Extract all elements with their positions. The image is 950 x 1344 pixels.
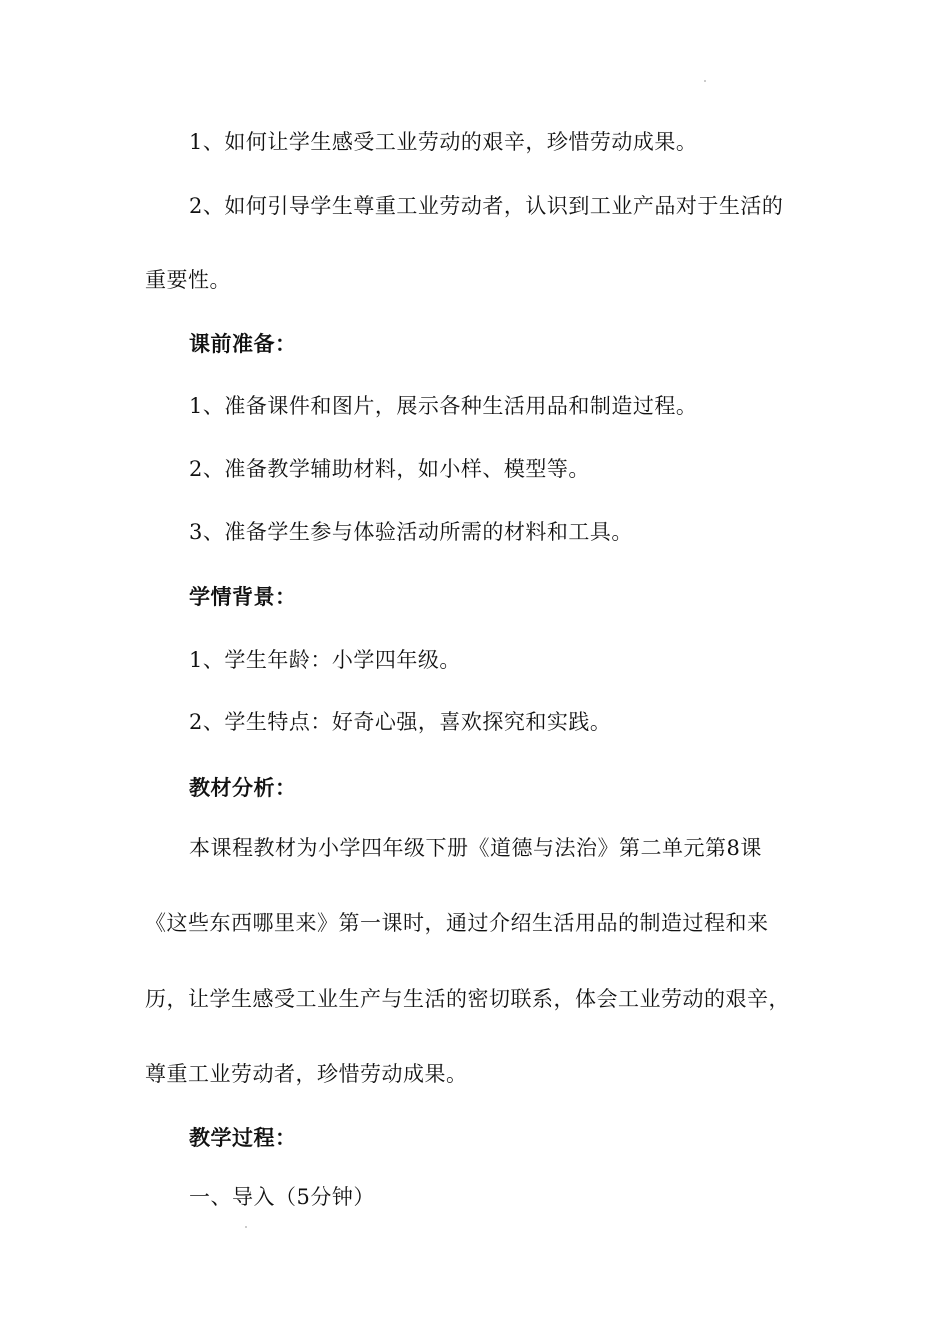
analysis-line-2: 《这些东西哪里来》第一课时，通过介绍生活用品的制造过程和来: [145, 911, 769, 935]
analysis-line-3: 历，让学生感受工业生产与生活的密切联系，体会工业劳动的艰辛，: [145, 987, 790, 1011]
scan-speck: [245, 1226, 247, 1228]
process-heading: 教学过程：: [189, 1126, 297, 1150]
background-item-2: 2、学生特点：好奇心强，喜欢探究和实践。: [189, 710, 612, 734]
preparation-item-3: 3、准备学生参与体验活动所需的材料和工具。: [189, 520, 633, 544]
analysis-line-4: 尊重工业劳动者，珍惜劳动成果。: [145, 1062, 468, 1086]
difficulty-item-1: 1、如何让学生感受工业劳动的艰辛，珍惜劳动成果。: [189, 130, 698, 154]
preparation-item-1: 1、准备课件和图片，展示各种生活用品和制造过程。: [189, 394, 698, 418]
background-heading: 学情背景：: [189, 585, 297, 609]
background-item-1: 1、学生年龄：小学四年级。: [189, 648, 461, 672]
difficulty-item-2-line-1: 2、如何引导学生尊重工业劳动者，认识到工业产品对于生活的: [189, 194, 784, 218]
preparation-item-2: 2、准备教学辅助材料，如小样、模型等。: [189, 457, 590, 481]
difficulty-item-2-line-2: 重要性。: [145, 268, 231, 292]
analysis-heading: 教材分析：: [189, 776, 297, 800]
analysis-line-1: 本课程教材为小学四年级下册《道德与法治》第二单元第8课: [189, 836, 762, 860]
process-item-1: 一、导入（5分钟）: [189, 1185, 375, 1209]
scan-speck: [704, 80, 706, 82]
preparation-heading: 课前准备：: [189, 332, 297, 356]
